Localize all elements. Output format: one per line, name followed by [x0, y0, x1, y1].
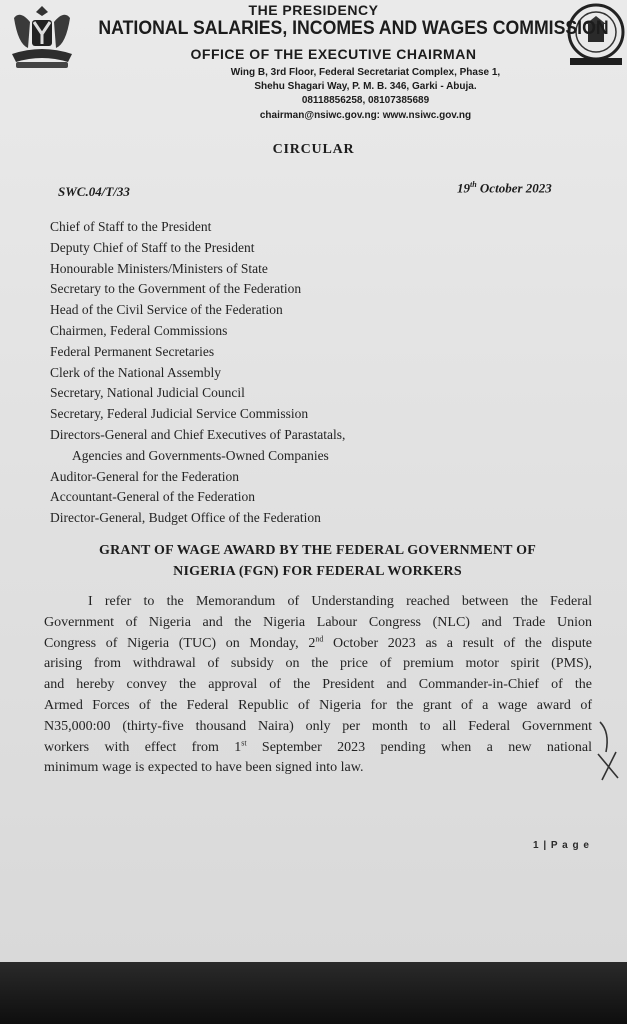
- subject-line-2: NIGERIA (FGN) FOR FEDERAL WORKERS: [173, 564, 462, 579]
- recipient-item: Auditor-General for the Federation: [50, 468, 240, 484]
- recipient-item: Director-General, Budget Office of the Federation: [50, 510, 321, 526]
- body-line: Government of Nigeria and the Nigeria Labour Congress (NLC) and Trade Union: [44, 614, 592, 630]
- handwritten-margin-mark: [592, 720, 624, 784]
- email-website: chairman@nsiwc.gov.ng: www.nsiwc.gov.ng: [259, 110, 472, 121]
- presidency-heading: THE PRESIDENCY: [248, 2, 379, 18]
- office-heading: OFFICE OF THE EXECUTIVE CHAIRMAN: [190, 46, 477, 62]
- recipient-item: Honourable Ministers/Ministers of State: [50, 260, 268, 276]
- recipient-item: Directors-General and Chief Executives of Parastatals,: [50, 426, 346, 442]
- circular-body-paragraph: [44, 592, 592, 779]
- recipient-item: Chief of Staff to the President: [50, 219, 212, 234]
- recipient-item: Secretary to the Government of the Federation: [50, 281, 302, 297]
- body-line: Congress of Nigeria (TUC) on Monday, 2nd October 2023 as a result of the dispute: [44, 633, 592, 651]
- body-line: workers with effect from 1st September 2023 pending when a new national: [44, 737, 592, 755]
- address-line-2: Shehu Shagari Way, P. M. B. 346, Garki - Abuja.: [254, 81, 477, 92]
- reference-number: SWC.04/T/33: [58, 184, 130, 199]
- recipient-item: Agencies and Governments-Owned Companies: [72, 447, 329, 463]
- body-line: N35,000:00 (thirty-five thousand Naira) only per month to all Federal Government: [44, 718, 592, 734]
- body-line: arising from withdrawal of subsidy on the price of premium motor spirit (PMS),: [44, 656, 592, 672]
- body-line: Armed Forces of the Federal Republic of Nigeria for the grant of a wage award of: [44, 697, 592, 713]
- recipient-item: Secretary, Federal Judicial Service Commission: [50, 406, 309, 422]
- recipient-item: Accountant-General of the Federation: [50, 489, 256, 505]
- page-number: 1 | P a g e: [533, 840, 590, 851]
- body-line: and hereby convey the approval of the President and Commander-in-Chief of the: [44, 677, 592, 693]
- body-line: minimum wage is expected to have been signed into law.: [44, 760, 364, 776]
- background-surface: [0, 962, 627, 1024]
- recipient-item: Deputy Chief of Staff to the President: [50, 239, 255, 255]
- recipient-item: Secretary, National Judicial Council: [50, 385, 245, 401]
- subject-line-1: GRANT OF WAGE AWARD BY THE FEDERAL GOVERNMENT OF: [99, 543, 536, 558]
- commission-name: NATIONAL SALARIES, INCOMES AND WAGES COMMISSION: [98, 18, 609, 39]
- document-date: 19th October 2023: [457, 180, 552, 196]
- recipient-item: Clerk of the National Assembly: [50, 364, 221, 380]
- document-type: CIRCULAR: [272, 142, 355, 157]
- recipient-item: Head of the Civil Service of the Federation: [50, 302, 283, 318]
- recipient-list: [50, 217, 570, 529]
- address-line-1: Wing B, 3rd Floor, Federal Secretariat Complex, Phase 1,: [230, 67, 501, 78]
- recipient-item: Chairmen, Federal Commissions: [50, 322, 228, 338]
- recipient-item: Federal Permanent Secretaries: [50, 343, 215, 359]
- phone-numbers: 08118856258, 08107385689: [301, 95, 430, 106]
- body-line: I refer to the Memorandum of Understanding reached between the Federal: [88, 594, 592, 609]
